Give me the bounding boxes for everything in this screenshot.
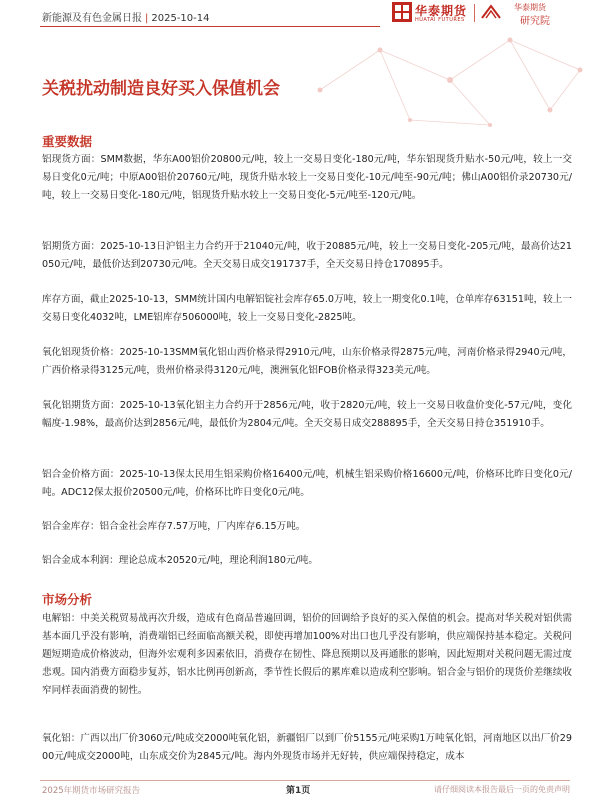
paragraph-alloy-cost-profit: 铝合金成本利润：理论总成本20520元/吨，理论利润180元/吨。 xyxy=(42,555,318,566)
brand-cn: 华泰期货 xyxy=(415,4,468,18)
page-title: 关税扰动制造良好买入保值机会 xyxy=(42,79,280,99)
logo-divider xyxy=(474,4,475,22)
disclaimer-note: 请仔细阅读本报告最后一页的免责声明 xyxy=(434,785,570,794)
paragraph-alumina-futures: 氧化铝期货方面：2025-10-13氧化铝主力合约开于2856元/吨，收于2820元/吨，较上一交易日收盘价变化-57元/吨，变化幅度-1.98%，最高价达到2856元/吨，最低价为2804元/吨。全天交易日成交288895手，全天交易日持仓351910手。 xyxy=(42,400,572,429)
paragraph-alloy-inventory: 铝合金库存：铝合金社会库存7.57万吨，厂内库存6.15万吨。 xyxy=(42,521,306,532)
huatai-futures-logo xyxy=(392,2,470,28)
footer-report-label: 2025年期货市场研究报告 xyxy=(42,786,141,796)
report-date: 2025-10-14 xyxy=(151,13,210,24)
section-heading-market-analysis: 市场分析 xyxy=(42,592,93,607)
paragraph-alloy-price: 铝合金价格方面：2025-10-13保太民用生铝采购价格16400元/吨，机械生铝采购价格16600元/吨，价格环比昨日变化0元/吨。ADC12保太报价20500元/吨，价格环比昨日变化0元/吨。 xyxy=(42,469,572,498)
network-decoration-icon xyxy=(300,30,600,140)
section-heading-key-data: 重要数据 xyxy=(42,134,93,149)
meta-separator: | xyxy=(145,13,149,24)
footer-rule xyxy=(40,780,570,781)
paragraph-alumina-spot: 氧化铝现货价格：2025-10-13SMM氧化铝山西价格录得2910元/吨，山东价格录得2875元/吨，河南价格录得2940元/吨，广西价格录得3125元/吨，贵州价格录得3120元/吨，澳洲氧化铝FOB价格录得323美元/吨。 xyxy=(42,347,572,376)
huatai-logo-mark-icon xyxy=(392,2,412,22)
page-number: 第1页 xyxy=(286,786,311,796)
research-institute-logo xyxy=(480,2,560,28)
report-name: 新能源及有色金属日报 xyxy=(42,13,142,24)
institute-logo-mark-icon xyxy=(480,2,502,24)
header-rule xyxy=(40,26,380,27)
paragraph-aluminum-spot: 铝现货方面：SMM数据，华东A00铝价20800元/吨，较上一交易日变化-180元/吨，华东铝现货升贴水-50元/吨，较上一交易日变化0元/吨；中原A00铝价20760元/吨，现货升贴水较上一交易日变化-10元/吨至-90元/吨；佛山A00铝价录20730元/吨，较上一交易日变化-180元/吨，铝现货升贴水较上一交易日变化-5元/吨至-120元/吨。 xyxy=(42,154,572,201)
institute-name: 研究院 xyxy=(520,16,550,27)
paragraph-alumina-analysis: 氧化铝：广西以出厂价3060元/吨成交2000吨氧化铝，新疆铝厂以到厂价5155元/吨采购1万吨氧化铝，河南地区以出厂价2900元/吨成交2000吨，山东成交价为2845元/吨。海内外现货市场并无好转，供应端保持稳定，成本 xyxy=(42,733,572,762)
brand-en: HUATAI FUTURES xyxy=(415,17,465,23)
paragraph-inventory: 库存方面，截止2025-10-13，SMM统计国内电解铝锭社会库存65.0万吨，较上一期变化0.1吨，仓单库存63151吨，较上一交易日变化4032吨，LME铝库存506000吨，较上一交易日变化-2825吨。 xyxy=(42,294,572,323)
institute-brand: 华泰期货 xyxy=(514,3,546,12)
paragraph-electrolytic-aluminum: 电解铝：中美关税贸易战再次升级，造成有色商品普遍回调，铝价的回调给予良好的买入保值的机会。提高对华关税对铝供需基本面几乎没有影响，消费端铝已经面临高额关税，即使再增加100%对出口也几乎没有影响，供应端保持基本稳定。关税问题短期造成价格波动，但海外宏观利多因素依旧，消费存在韧性、降息预期以及再通胀的影响，因此短期对关税问题无需过度悲观。国内消费方面稳步复苏，铝水比例再创新高，季节性长假后的累库难以造成利空影响。铝合金与铝价的现货价差继续收窄同样表面消费的韧性。 xyxy=(42,613,572,696)
paragraph-aluminum-futures: 铝期货方面：2025-10-13日沪铝主力合约开于21040元/吨，收于20885元/吨，较上一交易日变化-205元/吨，最高价达21050元/吨，最低价达到20730元/吨。全天交易日成交191737手，全天交易日持仓170895手。 xyxy=(42,241,572,270)
report-meta xyxy=(42,9,210,24)
